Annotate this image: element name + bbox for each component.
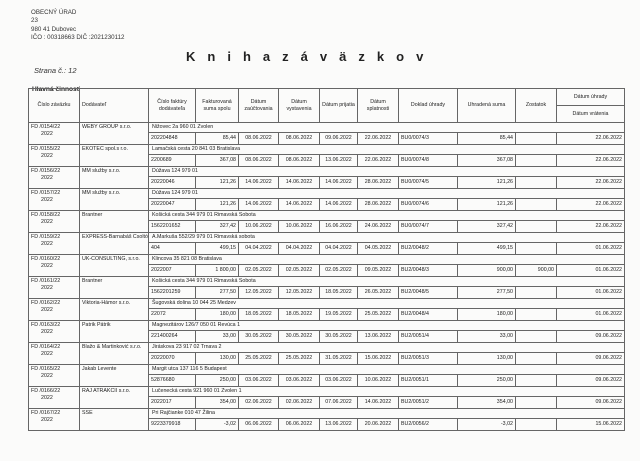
payment-date: 09.06.2022 [557,353,625,365]
supplier-address: Magnezitárov 126/7 050 01 Revúca 1 [149,321,625,331]
payment-date: 22.06.2022 [557,199,625,211]
liability-year: 2022 [41,350,53,357]
due-date: 22.06.2022 [358,133,399,145]
liability-id: FD /0162/22 2022 [29,299,80,321]
supplier-address: Nižovec 2a 960 01 Zvolen [149,123,625,133]
liabilities-table [28,88,625,431]
liability-id: FD /0163/22 2022 [29,321,80,343]
supplier-address: Košická cesta 344 979 01 Rimavská Sobota [149,211,625,221]
paid-amount: 354,00 [458,397,516,409]
posting-date: 25.05.2022 [239,353,279,365]
receipt-date: 13.06.2022 [320,419,358,431]
posting-date: 14.06.2022 [239,199,279,211]
table-row [29,123,625,133]
paid-amount: -3,02 [458,419,516,431]
col-zost-header: Zostatok [516,89,557,123]
paid-amount: 85,44 [458,133,516,145]
liability-year: 2022 [41,372,53,379]
due-date: 13.06.2022 [358,331,399,343]
table-row [29,255,625,265]
supplier-address: Klincova 35 821 08 Bratislava [149,255,625,265]
col-suma-header: Fakturovaná suma spolu [196,89,239,123]
balance [516,287,557,299]
posting-date: 06.06.2022 [239,419,279,431]
supplier-address: Lučenecká cesta 921 960 01 Zvolen 1 [149,387,625,397]
liability-year: 2022 [41,306,53,313]
supplier-address: Dúžava 124 979 01 [149,167,625,177]
issue-date: 08.06.2022 [279,155,320,167]
liability-id: FD /0157/22 2022 [29,189,80,211]
table-row [29,409,625,419]
supplier-address: A.Markuša 552/29 979 01 Rimavská sobota [149,233,625,243]
supplier-name: Patrik Pátrik [80,321,149,343]
payment-date: 01.06.2022 [557,265,625,277]
supplier-name: UK-CONSULTING, s.r.o. [80,255,149,277]
supplier-name: Jakab Levente [80,365,149,387]
receipt-date: 03.06.2022 [320,375,358,387]
invoiced-amount: 121,26 [196,199,239,211]
issue-date: 18.05.2022 [279,309,320,321]
invoiced-amount: 180,00 [196,309,239,321]
payment-document: BU0/0074/3 [399,133,458,145]
paid-amount: 327,42 [458,221,516,233]
table-row [29,189,625,199]
liability-id: FD /0160/22 2022 [29,255,80,277]
due-date: 26.05.2022 [358,287,399,299]
table-row [29,167,625,177]
receipt-date: 19.05.2022 [320,309,358,321]
payment-document: BU2/0048/4 [399,309,458,321]
issue-date: 30.05.2022 [279,331,320,343]
receipt-date: 14.06.2022 [320,177,358,189]
payment-document: BU2/0056/2 [399,419,458,431]
col-cislo-header: Číslo záväzku [29,89,80,123]
org-name: OBECNÝ ÚRAD [31,9,77,16]
issue-date: 02.06.2022 [279,397,320,409]
due-date: 15.06.2022 [358,353,399,365]
liability-year: 2022 [41,284,53,291]
paid-amount: 130,00 [458,353,516,365]
invoice-number: 20220047 [149,199,196,211]
issue-date: 10.06.2022 [279,221,320,233]
liability-year: 2022 [41,394,53,401]
org-city: 980 41 Dubovec [31,25,77,33]
invoice-number: 2022017 [149,397,196,409]
issue-date: 14.06.2022 [279,177,320,189]
supplier-name: RAJ ATRAKCII s.r.o. [80,387,149,409]
supplier-name: MM služby s.r.o. [80,189,149,211]
liability-year: 2022 [41,218,53,225]
liability-year: 2022 [41,196,53,203]
balance [516,419,557,431]
invoiced-amount: 250,00 [196,375,239,387]
table-row [29,321,625,331]
invoiced-amount: 130,00 [196,353,239,365]
col-vyst-header: Dátum vystavenia [279,89,320,123]
invoiced-amount: 33,00 [196,331,239,343]
issue-date: 04.04.2022 [279,243,320,255]
paid-amount: 900,00 [458,265,516,277]
col-splat-header: Dátum splatnosti [358,89,399,123]
liability-year: 2022 [41,262,53,269]
table-header-row [29,89,625,106]
payment-date: 22.06.2022 [557,155,625,167]
supplier-address: Pri Rajčianke 010 47 Žilina [149,409,625,419]
payment-document: BU2/0051/1 [399,375,458,387]
receipt-date: 30.05.2022 [320,331,358,343]
supplier-name: MM služby s.r.o. [80,167,149,189]
due-date: 09.05.2022 [358,265,399,277]
posting-date: 30.05.2022 [239,331,279,343]
liability-id: FD /0164/22 2022 [29,343,80,365]
balance [516,397,557,409]
receipt-date: 09.06.2022 [320,133,358,145]
liability-year: 2022 [41,416,53,423]
invoice-number: 1562201259 [149,287,196,299]
payment-document: BU2/0051/4 [399,331,458,343]
receipt-date: 18.05.2022 [320,287,358,299]
page-number: Strana č.: 12 [34,66,77,75]
supplier-name: WEBY GROUP s.r.o. [80,123,149,145]
invoiced-amount: -3,02 [196,419,239,431]
issue-date: 14.06.2022 [279,199,320,211]
liability-id: FD /0165/22 2022 [29,365,80,387]
paid-amount: 121,26 [458,199,516,211]
payment-date: 09.06.2022 [557,397,625,409]
payment-date: 15.06.2022 [557,419,625,431]
table-row [29,365,625,375]
balance [516,309,557,321]
posting-date: 04.04.2022 [239,243,279,255]
balance [516,177,557,189]
balance [516,243,557,255]
invoice-number: 2022007 [149,265,196,277]
supplier-address: Jiráskova 23 917 02 Trnava 2 [149,343,625,353]
table-row [29,277,625,287]
invoice-number: 221400264 [149,331,196,343]
issue-date: 12.05.2022 [279,287,320,299]
col-dvrat-header: Dátum vrátenia [557,106,625,123]
invoiced-amount: 354,00 [196,397,239,409]
receipt-date: 31.05.2022 [320,353,358,365]
posting-date: 03.06.2022 [239,375,279,387]
receipt-date: 14.06.2022 [320,199,358,211]
col-doklad-header: Doklad úhrady [399,89,458,123]
col-uhrad-header: Uhradená suma [458,89,516,123]
invoice-number: 202204848 [149,133,196,145]
due-date: 22.06.2022 [358,155,399,167]
liability-year: 2022 [41,130,53,137]
col-faktura-header: Číslo faktúry dodávateľa [149,89,196,123]
paid-amount: 250,00 [458,375,516,387]
org-ids: IČO : 00318663 DIČ :2021230112 [31,34,125,42]
paid-amount: 367,08 [458,155,516,167]
supplier-address: Margit utca 137 116 5 Budapest [149,365,625,375]
payment-date: 09.06.2022 [557,331,625,343]
invoice-number: 20220046 [149,177,196,189]
supplier-name: EXPRESS-Barnabáš Csoltó [80,233,149,255]
table-row [29,387,625,397]
balance [516,155,557,167]
payment-date: 22.06.2022 [557,133,625,145]
liability-year: 2022 [41,328,53,335]
invoiced-amount: 121,26 [196,177,239,189]
invoiced-amount: 327,42 [196,221,239,233]
posting-date: 08.06.2022 [239,155,279,167]
payment-document: BU0/0074/7 [399,221,458,233]
table-row [29,145,625,155]
supplier-name: EKOTEC spol.s r.o. [80,145,149,167]
due-date: 28.06.2022 [358,177,399,189]
paid-amount: 499,15 [458,243,516,255]
supplier-address: Lamačská cesta 20 841 03 Bratislava [149,145,625,155]
receipt-date: 02.05.2022 [320,265,358,277]
org-number: 23 [31,17,38,25]
payment-document: BU0/0074/6 [399,199,458,211]
invoice-number: 22072 [149,309,196,321]
table-row [29,343,625,353]
liability-id: FD /0167/22 2022 [29,409,80,431]
issue-date: 02.05.2022 [279,265,320,277]
payment-document: BU2/0048/3 [399,265,458,277]
col-duhr-header: Dátum úhrady [557,89,625,106]
due-date: 10.06.2022 [358,375,399,387]
due-date: 25.05.2022 [358,309,399,321]
payment-date: 09.06.2022 [557,375,625,387]
payment-document: BU2/0048/2 [399,243,458,255]
supplier-name: Viktoria-Hámor s.r.o. [80,299,149,321]
table-row [29,299,625,309]
col-dodavatel-header: Dodávateľ [80,89,149,123]
liability-year: 2022 [41,240,53,247]
issue-date: 06.06.2022 [279,419,320,431]
payment-date: 01.06.2022 [557,243,625,255]
payment-document: BU0/0074/8 [399,155,458,167]
receipt-date: 16.06.2022 [320,221,358,233]
due-date: 28.06.2022 [358,199,399,211]
balance: 900,00 [516,265,557,277]
balance [516,133,557,145]
supplier-name: Brantner [80,277,149,299]
due-date: 14.06.2022 [358,397,399,409]
issue-date: 03.06.2022 [279,375,320,387]
invoiced-amount: 367,08 [196,155,239,167]
balance [516,375,557,387]
invoice-number: 9223379918 [149,419,196,431]
invoiced-amount: 499,15 [196,243,239,255]
document-title: K n i h a z á v ä z k o v [186,49,428,64]
invoice-number: 52876680 [149,375,196,387]
receipt-date: 07.06.2022 [320,397,358,409]
paid-amount: 180,00 [458,309,516,321]
payment-date: 01.06.2022 [557,287,625,299]
receipt-date: 04.04.2022 [320,243,358,255]
table-row [29,233,625,243]
payment-document: BU2/0051/2 [399,397,458,409]
invoice-number: 20220070 [149,353,196,365]
liability-year: 2022 [41,152,53,159]
due-date: 24.06.2022 [358,221,399,233]
paid-amount: 33,00 [458,331,516,343]
invoice-number: 404 [149,243,196,255]
posting-date: 10.06.2022 [239,221,279,233]
payment-date: 01.06.2022 [557,309,625,321]
payment-date: 22.06.2022 [557,221,625,233]
supplier-name: Brantner [80,211,149,233]
balance [516,199,557,211]
supplier-name: SSE [80,409,149,431]
payment-document: BU2/0051/3 [399,353,458,365]
invoice-number: 2200689 [149,155,196,167]
posting-date: 08.06.2022 [239,133,279,145]
paid-amount: 277,50 [458,287,516,299]
invoice-number: 1562201652 [149,221,196,233]
due-date: 04.05.2022 [358,243,399,255]
invoiced-amount: 277,50 [196,287,239,299]
posting-date: 14.06.2022 [239,177,279,189]
payment-document: BU2/0048/5 [399,287,458,299]
organization-header [31,9,124,43]
supplier-name: Blažo & Martinković s.r.o. [80,343,149,365]
posting-date: 02.05.2022 [239,265,279,277]
due-date: 20.06.2022 [358,419,399,431]
liability-id: FD /0166/22 2022 [29,387,80,409]
payment-date: 22.06.2022 [557,177,625,189]
liability-id: FD /0154/22 2022 [29,123,80,145]
col-zauct-header: Dátum zaúčtovania [239,89,279,123]
issue-date: 25.05.2022 [279,353,320,365]
supplier-address: Košická cesta 344 979 01 Rimavská Sobota [149,277,625,287]
liability-id: FD /0158/22 2022 [29,211,80,233]
issue-date: 08.06.2022 [279,133,320,145]
supplier-address: Šugovská dolina 10 044 25 Medzev [149,299,625,309]
col-prij-header: Dátum prijatia [320,89,358,123]
posting-date: 12.05.2022 [239,287,279,299]
liability-id: FD /0159/22 2022 [29,233,80,255]
liability-id: FD /0155/22 2022 [29,145,80,167]
payment-document: BU0/0074/5 [399,177,458,189]
balance [516,221,557,233]
paid-amount: 121,26 [458,177,516,189]
balance [516,331,557,343]
supplier-address: Dúžava 124 979 01 [149,189,625,199]
liability-year: 2022 [41,174,53,181]
posting-date: 02.06.2022 [239,397,279,409]
liability-id: FD /0161/22 2022 [29,277,80,299]
section-title: Hlavná činnosť [32,86,80,93]
table-row [29,211,625,221]
receipt-date: 13.06.2022 [320,155,358,167]
posting-date: 18.05.2022 [239,309,279,321]
invoiced-amount: 1 800,00 [196,265,239,277]
liability-id: FD /0156/22 2022 [29,167,80,189]
invoiced-amount: 85,44 [196,133,239,145]
balance [516,353,557,365]
